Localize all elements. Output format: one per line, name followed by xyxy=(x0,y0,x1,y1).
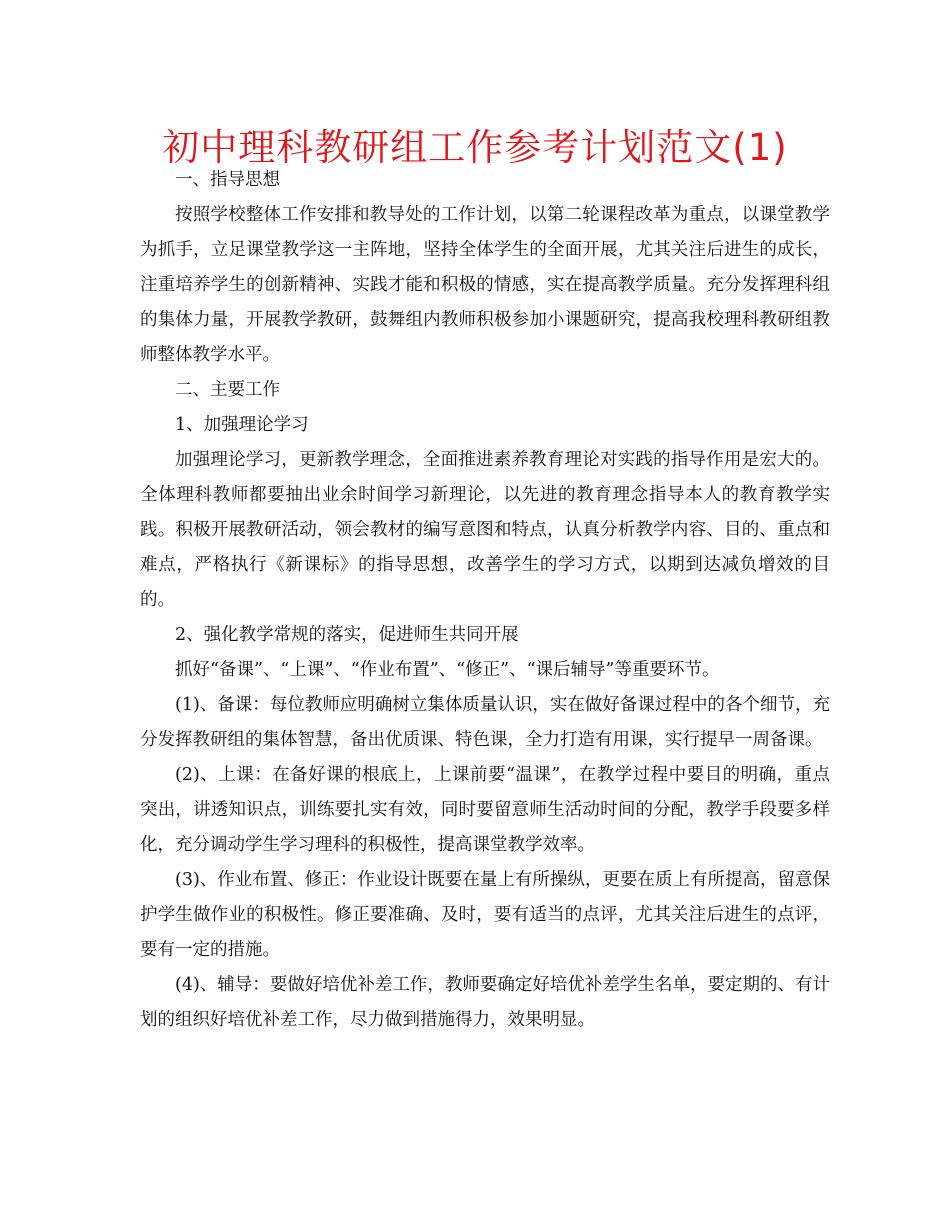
paragraph-lesson-prep: (1)、备课：每位教师应明确树立集体质量认识，实在做好备课过程中的各个细节，充分发挥教研组的集体智慧，备出优质课、特色课，全力打造有用课，实行提早一周备课。 xyxy=(140,695,830,750)
subheading-theory-study: 1、加强理论学习 xyxy=(175,415,309,435)
paragraph-guiding-ideology: 按照学校整体工作安排和教导处的工作计划，以第二轮课程改革为重点，以课堂教学为抓手，立足课堂教学这一主阵地，坚持全体学生的全面开展，尤其关注后进生的成长，注重培养学生的创新精神、实践才能和积极的情感，实在提高教学质量。充分发挥理科组的集体力量，开展教学教研，鼓舞组内教师积极参加小课题研究，提高我校理科教研组教师整体教学水平。 xyxy=(140,205,830,365)
paragraph-tutoring: (4)、辅导：要做好培优补差工作，教师要确定好培优补差学生名单，要定期的、有计划的组织好培优补差工作，尽力做到措施得力，效果明显。 xyxy=(140,975,830,1030)
paragraph-class-teaching: (2)、上课：在备好课的根底上，上课前要“温课”，在教学过程中要目的明确，重点突出，讲透知识点，训练要扎实有效，同时要留意师生活动时间的分配，教学手段要多样化，充分调动学生学习理科的积极性，提高课堂教学效率。 xyxy=(140,765,830,855)
heading-main-work: 二、主要工作 xyxy=(175,380,280,400)
heading-guiding-ideology: 一、指导思想 xyxy=(175,170,280,190)
paragraph-theory-study: 加强理论学习，更新教学理念，全面推进素养教育理论对实践的指导作用是宏大的。全体理科教师都要抽出业余时间学习新理论，以先进的教育理念指导本人的教育教学实践。积极开展教研活动，领会教材的编写意图和特点，认真分析教学内容、目的、重点和难点，严格执行《新课标》的指导思想，改善学生的学习方式，以期到达减负增效的目的。 xyxy=(140,450,830,610)
paragraph-key-links: 抓好“备课”、“上课”、“作业布置”、“修正”、“课后辅导”等重要环节。 xyxy=(175,660,720,680)
document-body xyxy=(140,163,830,1038)
paragraph-homework: (3)、作业布置、修正：作业设计既要在量上有所操纵，更要在质上有所提高，留意保护学生做作业的积极性。修正要准确、及时，要有适当的点评，尤其关注后进生的点评，要有一定的措施。 xyxy=(140,870,830,960)
subheading-teaching-routine: 2、强化教学常规的落实，促进师生共同开展 xyxy=(175,625,519,645)
document-title: 初中理科教研组工作参考计划范文(1) xyxy=(162,126,788,169)
